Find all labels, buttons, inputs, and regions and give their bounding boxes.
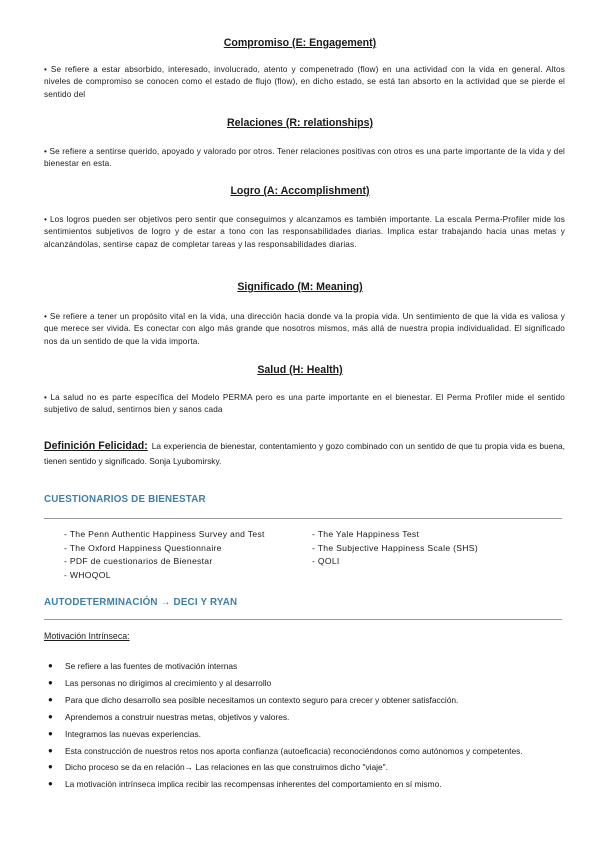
questionnaire-list-left	[64, 528, 265, 582]
section-body-accomplishment: • Los logros pueden ser objetivos pero sentir que conseguimos y alcanzamos es también importante. La escala Perma-Profiler mide los sentimientos subjetivos de logro y de estar a tono con las responsabilidades diarias. Implica estar trabajando hacia unas metas y alcanzándolas, sentirse capaz de completar tareas y las responsabilidades diarias.	[44, 215, 565, 249]
bullet-icon: ●	[48, 661, 53, 670]
bullet-icon: ●	[48, 779, 53, 789]
list-item-text: Se refiere a las fuentes de motivación internas	[65, 661, 238, 671]
list-item: - WHOQOL	[64, 569, 111, 580]
section-title-health: Salud (H: Health)	[257, 364, 343, 376]
bullet-icon: ●	[48, 762, 53, 772]
list-item: - The Penn Authentic Happiness Survey and Test	[64, 529, 265, 539]
section-title-accomplishment: Logro (A: Accomplishment)	[230, 185, 370, 197]
list-item: - The Subjective Happiness Scale (SHS)	[312, 542, 478, 553]
autodeterminacion-heading: AUTODETERMINACIÓN → DECI Y RYAN	[44, 597, 238, 608]
list-item	[44, 675, 566, 692]
intrinsic-motivation-list	[44, 658, 566, 793]
list-item	[44, 658, 566, 675]
list-item-text: Para que dicho desarrollo sea posible necesitamos un contexto seguro para crecer y obtener satisfacción.	[65, 694, 459, 705]
section-divider	[44, 619, 562, 620]
list-item	[44, 776, 566, 793]
list-item	[44, 743, 566, 760]
list-item-text: Las personas no dirigimos al crecimiento y al desarrollo	[65, 677, 272, 688]
section-title-relationships: Relaciones (R: relationships)	[227, 117, 373, 129]
list-item-text: Aprendemos a construir nuestras metas, objetivos y valores.	[65, 711, 290, 722]
intrinsic-motivation-subheading: Motivación Intrínseca:	[44, 631, 130, 641]
section-body-health: • La salud no es parte específica del Modelo PERMA pero es una parte importante en el bienestar. El Perma Profiler mide el sentido subjetivo de salud, sentirnos bien y sanos cada	[44, 393, 565, 415]
questionnaires-heading: CUESTIONARIOS DE BIENESTAR	[44, 494, 206, 505]
questionnaire-list-right	[312, 528, 478, 569]
list-item: - The Oxford Happiness Questionnaire	[64, 542, 222, 553]
list-item: - QOLI	[312, 556, 340, 567]
list-item-text: Esta construcción de nuestros retos nos aporta confianza (autoeficacia) reconociéndonos como autónomos y competentes.	[65, 745, 523, 756]
section-body-meaning: • Se refiere a tener un propósito vital en la vida, una dirección hacia donde va la propia vida. Un sentimiento de que la vida es valiosa y que merece ser vivida. Es conectar con algo más grande que nosotros mismos, más allá de nuestra propia individualidad. El significado nos da un sentido de que la vida importa.	[44, 312, 565, 346]
list-item	[44, 726, 566, 743]
definition-label: Definición Felicidad:	[44, 440, 148, 452]
section-divider	[44, 518, 562, 519]
bullet-icon: ●	[48, 694, 53, 704]
list-item-text: Integramos las nuevas experiencias.	[65, 728, 201, 739]
section-body-engagement: • Se refiere a estar absorbido, interesado, involucrado, atento y compenetrado (flow) en una actividad con la vida en general. Altos niveles de compromiso se conocen como el estado de flujo (flow), en dicho estado, se está tan absorto en la actividad que se pierde el sentido del	[44, 65, 565, 99]
list-item	[44, 759, 566, 776]
happiness-definition	[44, 439, 565, 469]
list-item-text: La motivación intrínseca implica recibir las recompensas inherentes del comportamiento en sí mismo.	[65, 779, 442, 790]
list-item	[44, 692, 566, 709]
section-title-meaning: Significado (M: Meaning)	[237, 281, 363, 293]
bullet-icon: ●	[48, 677, 53, 687]
list-item	[44, 709, 566, 726]
list-item: - PDF de cuestionarios de Bienestar	[64, 556, 213, 567]
bullet-icon: ●	[48, 745, 53, 755]
list-item: - The Yale Happiness Test	[312, 529, 420, 539]
bullet-icon: ●	[48, 728, 53, 738]
list-item-text: Dicho proceso se da en relación→ Las relaciones en las que construimos dicho "viaje".	[65, 762, 388, 773]
section-body-relationships: • Se refiere a sentirse querido, apoyado y valorado por otros. Tener relaciones positivas con otros es una parte importante de la vida y del bienestar en esta.	[44, 147, 565, 169]
definition-text: La experiencia de bienestar, contentamiento y gozo combinado con un sentido de que tu propia vida es buena, tienen sentido y significado. Sonja Lyubomirsky.	[44, 441, 565, 466]
bullet-icon: ●	[48, 711, 53, 721]
section-title-engagement: Compromiso (E: Engagement)	[223, 37, 377, 49]
